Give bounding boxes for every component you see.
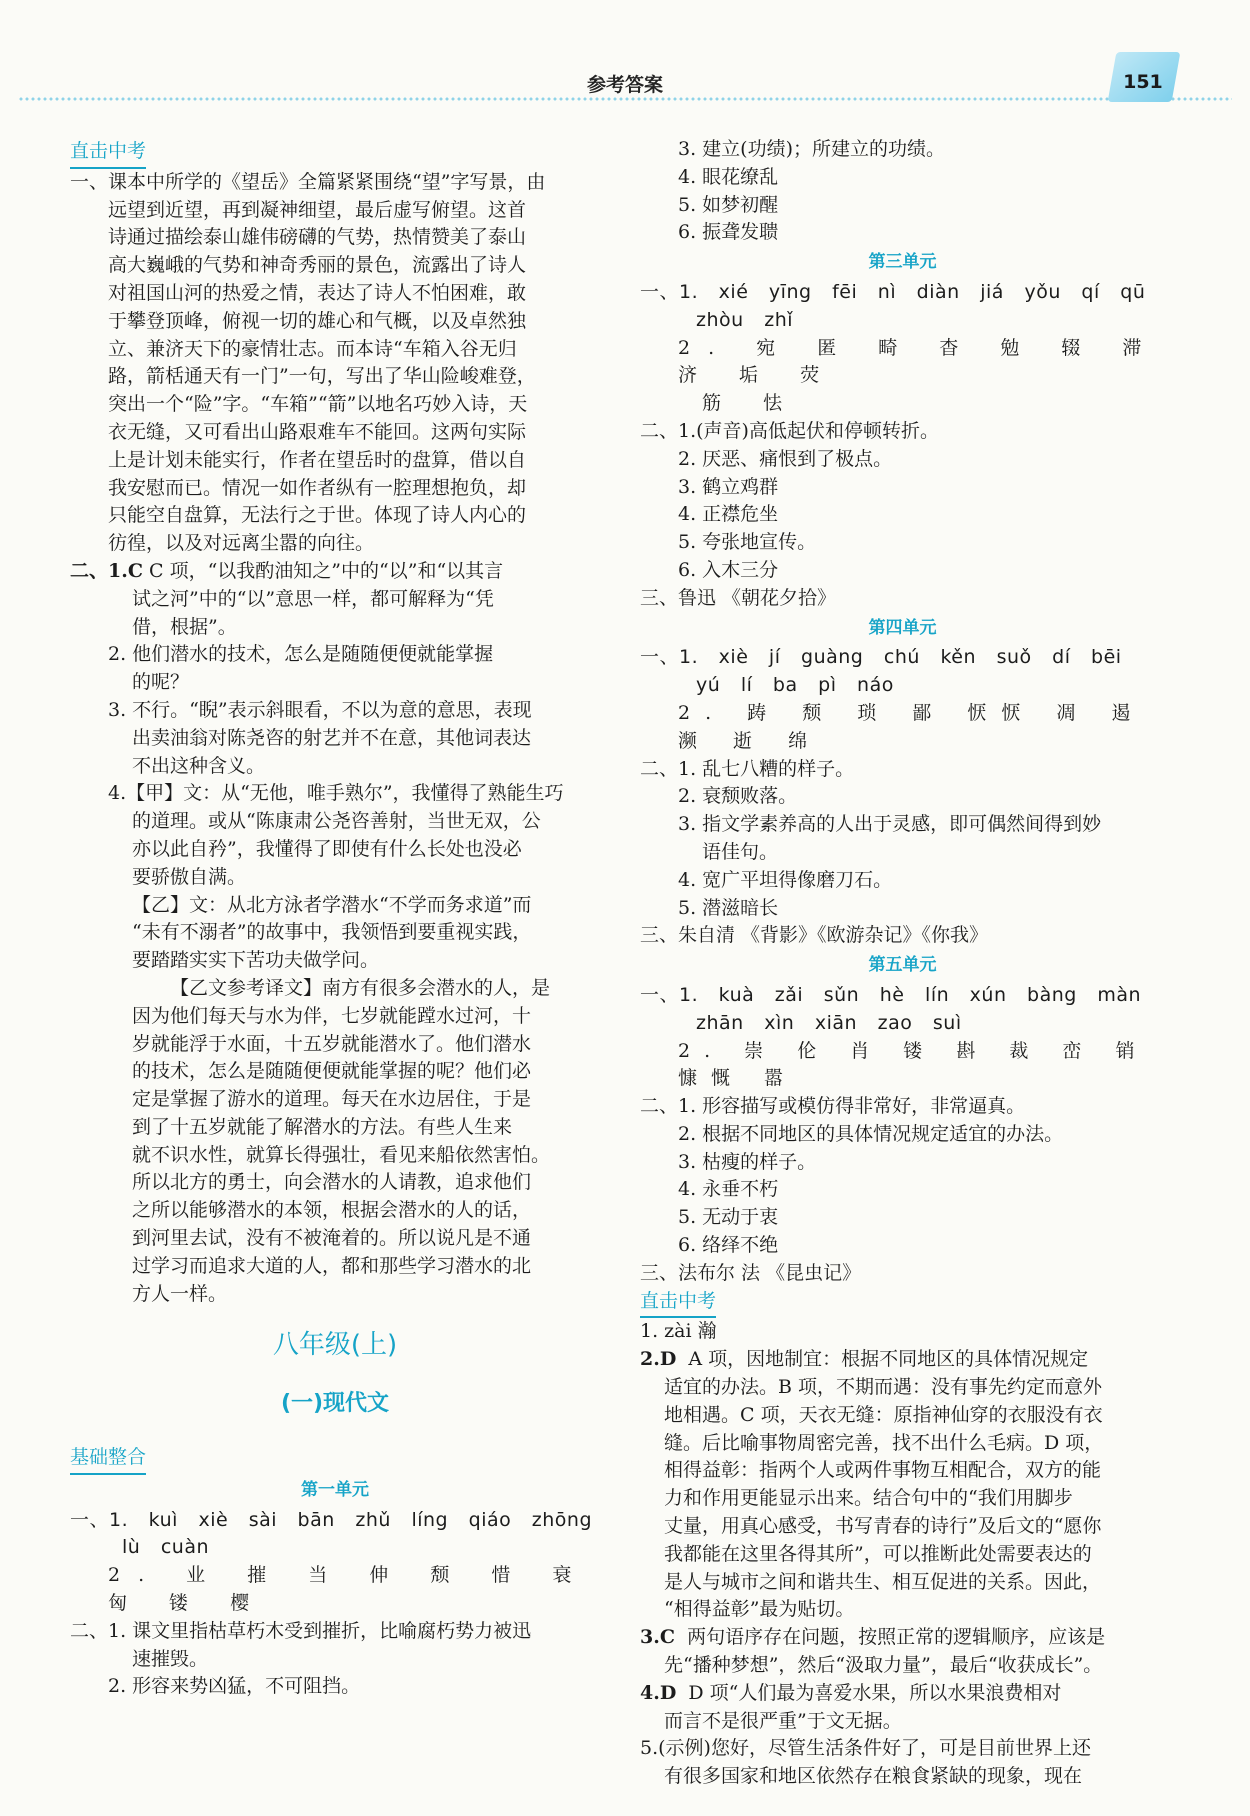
text-line: yú lí ba pì náo (696, 674, 894, 697)
text-line: 就不识水性，就算长得强壮，看见来船依然害怕。 (132, 1143, 551, 1166)
text-line: 5. 潜滋暗长 (678, 896, 779, 919)
unit5-author: 三、法布尔 法 《昆虫记》 (640, 1261, 862, 1284)
text-line: lù cuàn (122, 1536, 210, 1559)
text-line: 2. 根据不同地区的具体情况规定适宜的办法。 (678, 1122, 1064, 1145)
text-line: 4.【甲】文：从“无他，唯手熟尔”，我懂得了熟能生巧 (108, 782, 564, 805)
text-line: 彷徨，以及对远离尘嚣的向往。 (108, 532, 375, 555)
text-line: 有很多国家和地区依然存在粮食紧缺的现象，现在 (664, 1765, 1083, 1788)
text-line: 两句语序存在问题，按照正常的逻辑顺序，应该是 (687, 1626, 1106, 1649)
unit4-explanations (640, 756, 1165, 923)
unit4-pinyin: 一、1. xiè jí guàng chú kěn suǒ dí bēi (640, 646, 1122, 669)
text-line: 路，箭栝通天有一门”一句，写出了华山险峻难登， (108, 365, 536, 388)
text-line: 4. 正襟危坐 (678, 503, 779, 526)
text-line: 要骄傲自满。 (132, 865, 247, 888)
text-line: 2. 厌恶、痛恨到了极点。 (678, 447, 893, 470)
page-number-tab (1108, 52, 1181, 102)
text-line: “相得益彰”最为贴切。 (664, 1598, 855, 1621)
left-column (70, 138, 600, 1701)
text-line: 4.D (640, 1681, 677, 1704)
text-line: 相得益彰：指两个人或两件事物互相配合，双方的能 (664, 1459, 1102, 1482)
text-line: 缝。后比喻事物周密完善，找不出什么毛病。D 项， (664, 1431, 1104, 1454)
text-line: 二、1.(声音)高低起伏和停顿转折。 (640, 419, 939, 442)
text-line: 6. 入木三分 (678, 558, 779, 581)
text-line: C 项，“以我酌油知之”中的“以”和“以其言 (149, 559, 504, 582)
text-line: 二、1. 乱七八糟的样子。 (640, 757, 855, 780)
text-line: 到了十五岁就能了解潜水的方法。有些人生来 (132, 1115, 513, 1138)
text-line: 丈量，用真心感受，书写青春的诗行”及后文的“愿你 (664, 1515, 1102, 1538)
text-line: 5. 无动于衷 (678, 1206, 779, 1229)
text-line: 不出这种含义。 (132, 754, 266, 777)
text-line: 是人与城市之间和谐共生、相互促进的关系。因此， (664, 1570, 1102, 1593)
subgrade-heading: (一)现代文 (280, 1391, 390, 1417)
text-line: 速摧毁。 (132, 1647, 209, 1670)
right-column (640, 136, 1165, 1791)
unit5-pinyin: 一、1. kuà zǎi sǔn hè lín xún bàng màn (640, 983, 1142, 1006)
text-line: A 项，因地制宜：根据不同地区的具体情况规定 (688, 1348, 1089, 1371)
text-line: 5. 如梦初醒 (678, 193, 779, 216)
unit-heading-3: 第三单元 (868, 252, 937, 273)
section-heading-jichu: 基础整合 (70, 1444, 146, 1475)
unit5-characters: 2. 崇 伦 肖 镂 斟 裁 峦 销 慷慨 嚣 (678, 1039, 1149, 1090)
unit-heading-1: 第一单元 (301, 1479, 369, 1500)
answer-q2-2 (70, 641, 600, 697)
zhiji-answer-1: 1. zài 瀚 (640, 1320, 717, 1343)
text-line: 借，根据”。 (132, 615, 237, 638)
text-line: 之所以能够潜水的本领，根据会潜水的人的话， (132, 1199, 532, 1222)
unit-heading-4: 第四单元 (868, 617, 937, 638)
text-line: 到河里去试，没有不被淹着的。所以说凡是不通 (132, 1227, 532, 1250)
text-line: 突出一个“险”字。“车箱”“箭”以地名巧妙入诗，天 (108, 393, 528, 416)
section-heading-zhiji-2: 直击中考 (640, 1288, 716, 1319)
unit4-author: 三、朱自清 《背影》《欧游杂记》《你我》 (640, 924, 989, 947)
zhiji-answer-2 (640, 1346, 1165, 1624)
text-line: 因为他们每天与水为伴，七岁就能蹚水过河，十 (132, 1004, 532, 1027)
unit2-continued (640, 136, 1165, 247)
text-line: 立、兼济天下的豪情壮志。而本诗“车箱入谷无归 (108, 337, 517, 360)
text-line: 亦以此自矜”，我懂得了即使有什么长处也没必 (132, 837, 522, 860)
answer-q2-1 (70, 558, 600, 641)
text-line: 4. 眼花缭乱 (678, 165, 779, 188)
text-line: 诗通过描绘泰山雄伟磅礴的气势，热情赞美了泰山 (108, 226, 527, 249)
text-line: 定是掌握了游水的道理。每天在水边居住，于是 (132, 1088, 532, 1111)
text-line: 【乙】文：从北方泳者学潜水“不学而务求道”而 (132, 893, 532, 916)
text-line: 要踏踏实实下苦功夫做学问。 (132, 949, 380, 972)
text-line: 3. 指文学素养高的人出于灵感，即可偶然间得到妙 (678, 813, 1102, 836)
text-line: 我安慰而已。情况一如作者纵有一腔理想抱负，却 (108, 476, 527, 499)
header-title (0, 70, 1250, 97)
grade-heading: 八年级(上) (272, 1330, 398, 1361)
text-line: 二、1. 形容描写或模仿得非常好，非常逼真。 (640, 1095, 1026, 1118)
answer-q2-4-yi (70, 892, 600, 975)
text-line: 的技术，怎么是随随便便就能掌握的呢？他们必 (132, 1060, 532, 1083)
unit1-characters: 2. 业 摧 当 伸 颓 惜 衰 匈 镂 樱 (108, 1564, 590, 1615)
text-line: 3. 建立(功绩)；所建立的功绩。 (678, 138, 945, 160)
unit3-author: 三、鲁迅 《朝花夕拾》 (640, 586, 837, 609)
answer-q2-3 (70, 697, 600, 780)
text-line: 4. 永垂不朽 (678, 1178, 779, 1201)
text-line: 5.(示例)您好，尽管生活条件好了，可是目前世界上还 (640, 1737, 1091, 1760)
section-heading-zhiji: 直击中考 (70, 138, 146, 169)
text-line: zhān xìn xiān zao suì (696, 1011, 962, 1034)
unit1-pinyin: 一、1. kuì xiè sài bān zhǔ líng qiáo zhōng (70, 1508, 593, 1531)
text-line: 试之河”中的“以”意思一样，都可解释为“凭 (132, 587, 494, 610)
text-line: 方人一样。 (132, 1282, 228, 1305)
zhiji-answer-3 (640, 1624, 1165, 1680)
text-line: 6. 振聋发聩 (678, 221, 779, 244)
text-line: 而言不是很严重”于文无据。 (664, 1709, 902, 1732)
text-line: 地相遇。C 项，天衣无缝：原指神仙穿的衣服没有衣 (664, 1403, 1103, 1426)
text-line: zhòu zhǐ (696, 308, 794, 331)
zhiji-answer-4 (640, 1680, 1165, 1736)
answer-q1 (70, 169, 600, 558)
unit1-explain-2: 2. 形容来势凶猛，不可阻挡。 (108, 1675, 361, 1698)
text-line: 出卖油翁对陈尧咨的射艺并不在意，其他词表达 (132, 726, 532, 749)
text-line: 3. 枯瘦的样子。 (678, 1150, 817, 1173)
text-line: 2.D (640, 1348, 677, 1371)
text-line: 3. 不行。“睨”表示斜眼看，不以为意的意思，表现 (108, 698, 532, 721)
answer-q2-4-jia (70, 780, 600, 891)
text-line: 先“播种梦想”，然后“汲取力量”，最后“收获成长”。 (664, 1654, 1103, 1677)
text-line: 筋 怯 (702, 392, 801, 415)
text-line: 所以北方的勇士，向会潜水的人请教，追求他们 (132, 1171, 532, 1194)
unit3-pinyin: 一、1. xié yīng fēi nì diàn jiá yǒu qí qū (640, 280, 1146, 303)
text-line: 只能空自盘算，无法行之于世。体现了诗人内心的 (108, 504, 527, 527)
text-line: 衣无缝，又可看出山路艰难车不能回。这两句实际 (108, 420, 527, 443)
text-line: 6. 络绎不绝 (678, 1234, 779, 1257)
text-line: 参考答案 (577, 74, 673, 96)
zhiji-answer-5 (640, 1735, 1165, 1791)
text-line: 上是计划未能实行，作者在望岳时的盘算，借以自 (108, 448, 527, 471)
text-line: 过学习而追求大道的人，都和那些学习潜水的北 (132, 1254, 532, 1277)
text-line: 我都能在这里各得其所”，可以推断此处需要表达的 (664, 1542, 1092, 1565)
unit-heading-5: 第五单元 (868, 955, 937, 976)
text-line: 5. 夸张地宣传。 (678, 531, 817, 554)
page-number: 151 (1123, 71, 1163, 93)
text-line: 岁就能浮于水面，十五岁就能潜水了。他们潜水 (132, 1032, 532, 1055)
text-line: 一、课本中所学的《望岳》全篇紧紧围绕“望”字写景，由 (70, 170, 546, 193)
translation-block (70, 975, 600, 1309)
text-line: 对祖国山河的热爱之情，表达了诗人不怕困难，敢 (108, 281, 527, 304)
text-line: 二、1.C (70, 559, 143, 582)
text-line: 3.C (640, 1626, 675, 1649)
unit3-explanations (640, 418, 1165, 585)
text-line: 2. 他们潜水的技术，怎么是随随便便就能掌握 (108, 643, 494, 666)
text-line: 【乙文参考译文】南方有很多会潜水的人，是 (170, 976, 551, 999)
text-line: 3. 鹤立鸡群 (678, 475, 779, 498)
text-line: 远望到近望，再到凝神细望，最后虚写俯望。这首 (108, 198, 527, 221)
text-line: 2. 衰颓败落。 (678, 785, 798, 808)
text-line: 语佳句。 (702, 840, 779, 863)
unit5-explanations (640, 1093, 1165, 1260)
text-line: 的呢？ (132, 671, 190, 694)
text-line: D 项“人们最为喜爱水果，所以水果浪费相对 (688, 1681, 1062, 1704)
text-line: 4. 宽广平坦得像磨刀石。 (678, 868, 893, 891)
text-line: 高大巍峨的气势和神奇秀丽的景色，流露出了诗人 (108, 254, 527, 277)
text-line: 适宜的办法。B 项，不期而遇：没有事先约定而意外 (664, 1376, 1103, 1399)
unit4-characters: 2. 踌 颓 琐 鄙 恹恹 凋 遏 濒 逝 绵 (678, 701, 1146, 752)
text-line: 于攀登顶峰，俯视一切的雄心和气概，以及卓然独 (108, 309, 527, 332)
unit3-characters: 2. 宛 匿 畸 杳 勉 辍 滞 济 垢 荧 (678, 336, 1160, 387)
text-line: 的道理。或从“陈康肃公尧咨善射，当世无双，公 (132, 810, 541, 833)
text-line: “未有不溺者”的故事中，我领悟到要重视实践， (132, 921, 532, 944)
text-line: 力和作用更能显示出来。结合句中的“我们用脚步 (664, 1487, 1073, 1510)
unit1-explain-1: 二、1. 课文里指枯草朽木受到摧折，比喻腐朽势力被迅 (70, 1619, 532, 1642)
